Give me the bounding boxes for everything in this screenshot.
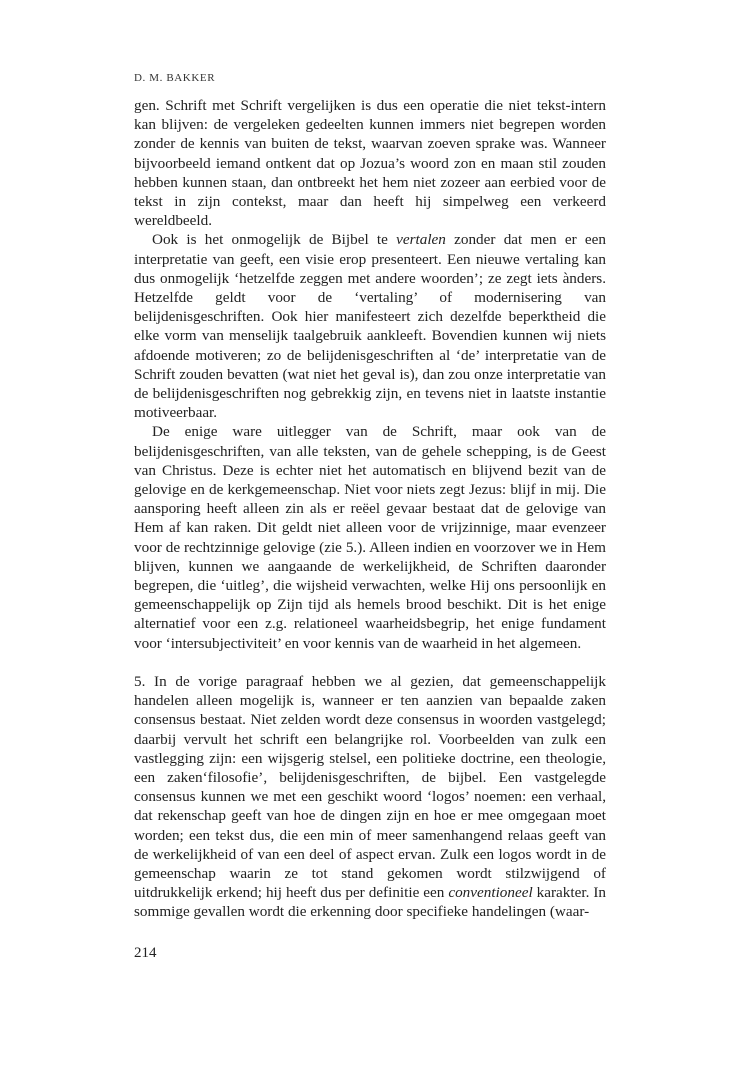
page-number: 214	[134, 945, 157, 961]
paragraph-2-text-end: zonder dat men er een interpretatie van geeft, een visie erop presenteert. Een nieuwe vertaling kan dus onmogelijk ‘hetzelfde zeggen met andere woorden’; ze zegt iets ànders. Hetzelfde geldt voor de ‘vertaling’ of modernisering van belijdenisgeschriften. Ook hier manifesteert zich dezelfde beperktheid die elke vorm van menselijk taalgebruik aankleeft. Bovendien kunnen wij niets afdoende motiveren; zo de belijdenisgeschriften al ‘de’ interpretatie van de Schrift zouden bevatten (wat niet het geval is), dan zou onze interpretatie van de belijdenisgeschriften nog gebrekkig zijn, en tevens niet in laatste instantie motiveerbaar.	[134, 231, 606, 422]
paragraph-4-text-end: karakter. In sommige gevallen wordt die erkenning door specifieke handelingen (waar-	[134, 884, 606, 921]
paragraph-4-text-start: 5. In de vorige paragraaf hebben we al gezien, dat gemeenschappelijk handelen alleen mogelijk is, wanneer er ten aanzien van bepaalde zaken consensus bestaat. Niet zelden wordt deze consensus in woorden vastgelegd; daarbij vervult het schrift een belangrijke rol. Voorbeelden van zulk een vastlegging zijn: een wijsgerig stelsel, een politieke doctrine, een theologie, een zaken‘filosofie’, belijdenisgeschriften, de bijbel. Een vastgelegde consensus kunnen we met een geschikt woord ‘logos’ noemen: een verhaal, dat rekenschap geeft van hoe de dingen zijn en hoe er mee omgegaan moet worden; een tekst dus, die een min of meer samenhangend relaas geeft van de werkelijkheid of van een deel of aspect ervan. Zulk een logos wordt in de gemeenschap waarin ze tot stand gekomen wordt stilzwijgend of uitdrukkelijk erkend; hij heeft dus per definitie een	[134, 672, 606, 902]
paragraph-3: De enige ware uitlegger van de Schrift, maar ook van de belijdenisgeschriften, van alle teksten, van de gehele schepping, is de Geest van Christus. Deze is echter niet het automatisch en blijvend bezit van de gelovige en de kerkgemeenschap. Niet voor niets zegt Jezus: blijf in mij. Die aansporing heeft alleen zin als er reëel gevaar bestaat dat de gelovige van Hem af kan raken. Dit geldt niet alleen voor de vrijzinnige, maar evenzeer voor de rechtzinnige gelovige (zie 5.). Alleen indien en voorzover we in Hem blijven, kunnen we aangaande de werkelijkheid, de Schriften daaronder begrepen, die ‘uitleg’, die wijsheid verwachten, welke Hij ons persoonlijk en gemeenschappelijk op Zijn tijd als hemels brood beschikt. Dit is het enige alternatief voor een z.g. relationeel waarheidsbegrip, het enige fundament voor ‘intersubjectiviteit’ en voor kennis van de waarheid in het algemeen.	[134, 423, 606, 652]
paragraph-2-text-start: Ook is het onmogelijk de Bijbel te	[152, 231, 397, 249]
emphasis-vertalen: vertalen	[396, 231, 446, 249]
paragraph-1: gen. Schrift met Schrift vergelijken is dus een operatie die niet tekst-intern kan blijven: de vergeleken gedeelten kunnen immers niet begrepen worden zonder de kennis van buiten de tekst, waarvan zoeven sprake was. Wanneer bijvoorbeeld iemand ontkent dat op Jozua’s woord zon en maan stil zouden hebben kunnen staan, dan ontbreekt het hem niet zozeer aan eerbied voor de tekst in zijn contekst, maar dan heeft hij simpelweg een verkeerd wereldbeeld.	[134, 97, 606, 230]
paragraph-section-5	[134, 672, 606, 922]
paragraph-2	[134, 230, 606, 422]
emphasis-conventioneel: conventioneel	[448, 884, 533, 902]
body-text	[134, 96, 606, 922]
running-head: D. M. BAKKER	[134, 72, 216, 84]
